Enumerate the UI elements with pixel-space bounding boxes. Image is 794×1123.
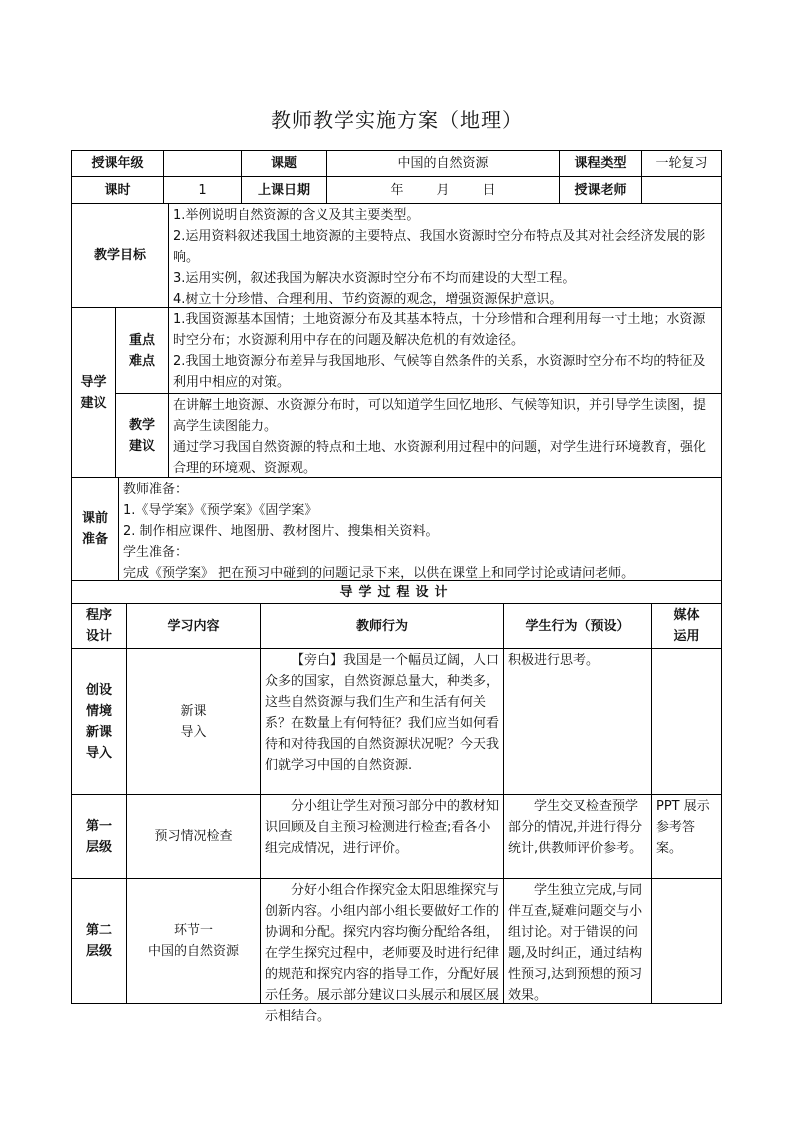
grade-value bbox=[163, 150, 242, 177]
process-heading: 导学过程设计 bbox=[71, 580, 722, 604]
row2-stage: 第一 层级 bbox=[71, 794, 127, 879]
guidance-label: 导学 建议 bbox=[71, 307, 116, 478]
type-value: 一轮复习 bbox=[641, 150, 722, 177]
key-points-text: 1.我国资源基本国情；土地资源分布及其基本特点，十分珍惜和合理利用每一寸土地；水资源时空分布；水资源利用中存在的问题及解决危机的有效途径。 2.我国土地资源分布差异与我国地形、气候等自然条件的关系，水资源时空分布不均的特征及利用中相应的对策。 bbox=[168, 307, 722, 394]
row1-content: 新课 导入 bbox=[126, 648, 261, 795]
key-points-label: 重点 难点 bbox=[115, 307, 169, 394]
teacher-value bbox=[641, 176, 722, 204]
row1-media bbox=[651, 648, 722, 795]
row3-student: 学生独立完成,与同伴互查,疑难问题交与小组讨论。对于错误的问题,及时纠正，通过结构性预习,达到预想的预习效果。 bbox=[503, 878, 652, 1004]
teaching-suggestion-label: 教学 建议 bbox=[115, 393, 169, 478]
header-teacher: 教师行为 bbox=[260, 603, 504, 649]
goals-text: 1.举例说明自然资源的含义及其主要类型。 2.运用资料叙述我国土地资源的主要特点、我国水资源时空分布特点及其对社会经济发展的影响。 3.运用实例，叙述我国为解决水资源时空分布不均而建设的大型工程。 4.树立十分珍惜、合理利用、节约资源的观念，增强资源保护意识。 bbox=[168, 203, 722, 308]
row2-media: PPT 展示参考答案。 bbox=[651, 794, 722, 879]
topic-label: 课题 bbox=[241, 150, 327, 177]
date-label: 上课日期 bbox=[241, 176, 327, 204]
row1-student: 积极进行思考。 bbox=[503, 648, 652, 795]
grade-label: 授课年级 bbox=[71, 150, 164, 177]
period-value: 1 bbox=[163, 176, 242, 204]
period-label: 课时 bbox=[71, 176, 164, 204]
row2-teacher: 分小组让学生对预习部分中的教材知识回顾及自主预习检测进行检查;看各小组完成情况，进行评价。 bbox=[260, 794, 504, 879]
document-title: 教师教学实施方案（地理） bbox=[271, 108, 523, 132]
header-content: 学习内容 bbox=[126, 603, 261, 649]
row1-teacher: 【旁白】我国是一个幅员辽阔，人口众多的国家，自然资源总量大，种类多，这些自然资源与我们生产和生活有何关系？在数量上有何特征？我们应当如何看待和对待我国的自然资源状况呢？今天我们就学习中国的自然资源. bbox=[260, 648, 504, 795]
row2-content: 预习情况检查 bbox=[126, 794, 261, 879]
row3-media bbox=[651, 878, 722, 1004]
teaching-suggestion-text: 在讲解土地资源、水资源分布时，可以知道学生回忆地形、气候等知识，并引导学生读图，提高学生读图能力。 通过学习我国自然资源的特点和土地、水资源利用过程中的问题，对学生进行环境教育，强化合理的环境观、资源观。 bbox=[168, 393, 722, 478]
header-stage: 程序 设计 bbox=[71, 603, 127, 649]
header-media: 媒体 运用 bbox=[651, 603, 722, 649]
row3-content: 环节一 中国的自然资源 bbox=[126, 878, 261, 1004]
row2-student: 学生交叉检查预学部分的情况,并进行得分统计,供教师评价参考。 bbox=[503, 794, 652, 879]
row1-stage: 创设 情境 新课 导入 bbox=[71, 648, 127, 795]
prep-label: 课前 准备 bbox=[71, 477, 119, 581]
date-value: 年 月 日 bbox=[326, 176, 560, 204]
header-student: 学生行为（预设） bbox=[503, 603, 652, 649]
teacher-label: 授课老师 bbox=[559, 176, 642, 204]
topic-value: 中国的自然资源 bbox=[326, 150, 560, 177]
row3-teacher: 分好小组合作探究金太阳思维探究与创新内容。小组内部小组长要做好工作的协调和分配。探究内容均衡分配给各组，在学生探究过程中，老师要及时进行纪律的规范和探究内容的指导工作，分配好展示任务。展示部分建议口头展示和展区展示相结合。 bbox=[260, 878, 504, 1004]
prep-text: 教师准备： 1.《导学案》《预学案》《固学案》 2. 制作相应课件、地图册、教材图片、搜集相关资料。 学生准备： 完成《预学案》 把在预习中碰到的问题记录下来，以供在课堂上和同学讨论或请问老师。 bbox=[118, 477, 722, 581]
row3-stage: 第二 层级 bbox=[71, 878, 127, 1004]
type-label: 课程类型 bbox=[559, 150, 642, 177]
goals-label: 教学目标 bbox=[71, 203, 169, 308]
